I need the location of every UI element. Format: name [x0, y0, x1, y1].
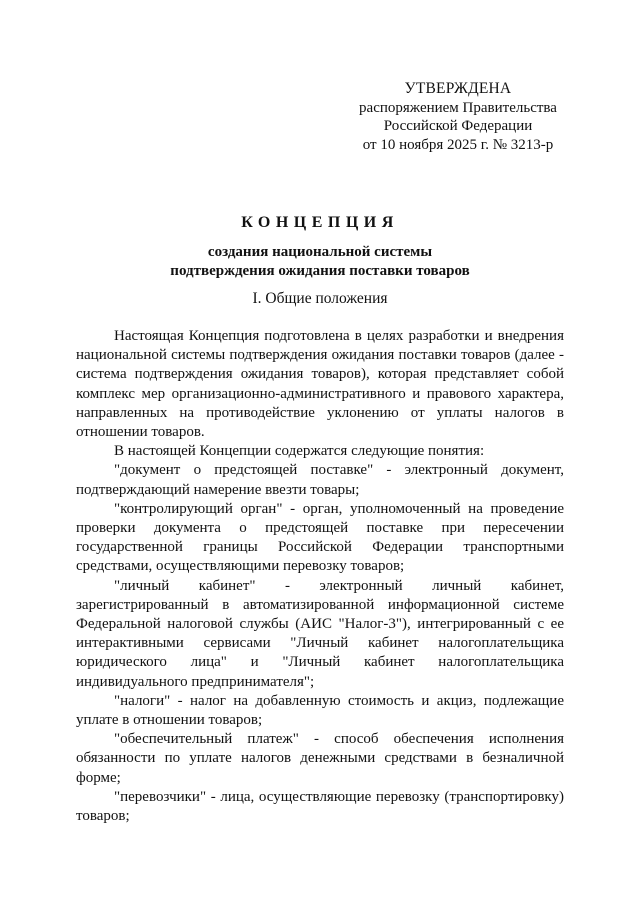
- definition-item: "перевозчики" - лица, осуществляющие перевозку (транспортировку) товаров;: [76, 788, 564, 825]
- definition-item: "личный кабинет" - электронный личный кабинет, зарегистрированный в автоматизированной информационной системе Федеральной налоговой службы (АИС "Налог-3"), интегрированный с ее интерактивными сервисами "Личный кабинет налогоплательщика юридического лица" и "Личный кабинет налогоплательщика индивидуального предпринимателя";: [76, 577, 564, 690]
- definition-item: "обеспечительный платеж" - способ обеспечения исполнения обязанности по уплате налогов денежными средствами в безналичной форме;: [76, 731, 564, 786]
- definition-item: "документ о предстоящей поставке" - электронный документ, подтверждающий намерение ввезти товары;: [76, 462, 564, 498]
- approval-stamp: [340, 80, 576, 154]
- document-subtitle: [60, 243, 580, 281]
- section-heading: I. Общие положения: [252, 290, 388, 307]
- approval-date-line: от 10 ноября 2025 г. № 3213-р: [362, 136, 554, 153]
- document-body: [76, 327, 564, 826]
- paragraph-intro: Настоящая Концепция подготовлена в целях разработки и внедрения национальной системы подтверждения ожидания поставки товаров (далее - система подтверждения ожидания товаров), которая представляет собой комплекс мер организационно-административного и правового характера, направленных на противодействие уклонению от уплаты налогов в отношении товаров.: [76, 328, 564, 441]
- paragraph-definitions-intro: В настоящей Концепции содержатся следующие понятия:: [114, 443, 485, 460]
- title-block: [60, 213, 580, 281]
- document-title: КОНЦЕПЦИЯ: [241, 214, 399, 231]
- subtitle-line-2: подтверждения ожидания поставки товаров: [170, 263, 470, 279]
- subtitle-line-1: создания национальной системы: [207, 244, 433, 260]
- approval-line-2: Российской Федерации: [383, 118, 533, 134]
- approval-line-1: распоряжением Правительства: [359, 99, 557, 116]
- definition-item: "налоги" - налог на добавленную стоимость и акциз, подлежащие уплате в отношении товаров;: [76, 692, 564, 729]
- approval-label: УТВЕРЖДЕНА: [404, 80, 512, 97]
- definition-item: "контролирующий орган" - орган, уполномоченный на проведение проверки документа о предстоящей поставке при пересечении государственной границы Российской Федерации транспортными средствами, осуществляющими перевозку товаров;: [76, 500, 564, 575]
